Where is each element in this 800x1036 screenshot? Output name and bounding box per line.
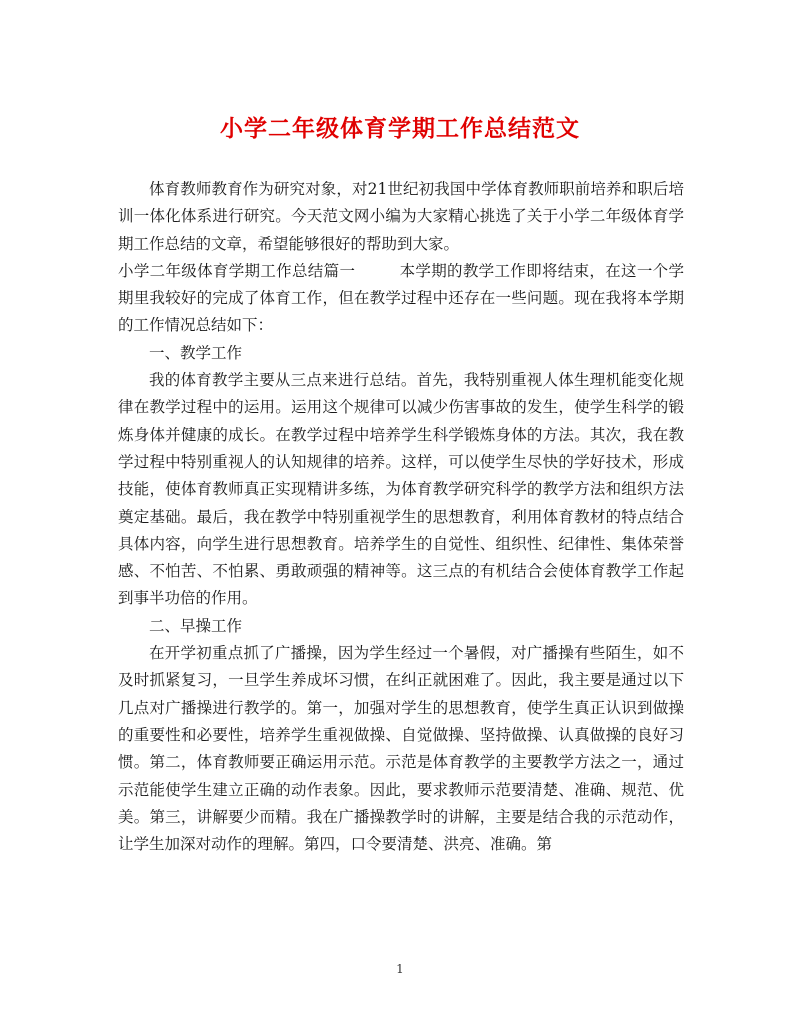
section-heading-morning-exercise: 二、早操工作	[149, 616, 243, 635]
article-opening-text: 本学期的教学工作即将结束，在这一个学期里我较好的完成了体育工作，但在教学过程中还存在一些问题。现在我将本学期的工作情况总结如下：	[118, 261, 684, 335]
document-title: 小学二年级体育学期工作总结范文	[220, 115, 580, 142]
article-opening-paragraph	[118, 258, 684, 340]
section-body-morning-exercise: 在开学初重点抓了广播操，因为学生经过一个暑假，对广播操有些陌生，如不及时抓紧复习，一旦学生养成坏习惯，在纠正就困难了。因此，我主要是通过以下几点对广播操进行教学的。第一，加强对学生的思想教育，使学生真正认识到做操的重要性和必要性，培养学生重视做操、自觉做操、坚持做操、认真做操的良好习惯。第二，体育教师要正确运用示范。示范是体育教学的主要教学方法之一，通过示范能使学生建立正确的动作表象。因此，要求教师示范要清楚、准确、规范、优美。第三，讲解要少而精。我在广播操教学时的讲解，主要是结合我的示范动作，让学生加深对动作的理解。第四，口令要清楚、洪亮、准确。第	[118, 644, 684, 854]
intro-paragraph: 体育教师教育作为研究对象，对21世纪初我国中学体育教师职前培养和职后培训一体化体系进行研究。今天范文网小编为大家精心挑选了关于小学二年级体育学期工作总结的文章，希望能够很好的帮助到大家。	[118, 180, 684, 253]
document-body	[118, 176, 684, 858]
article-label: 小学二年级体育学期工作总结篇一	[118, 261, 356, 280]
section-body-teaching: 我的体育教学主要从三点来进行总结。首先，我特别重视人体生理机能变化规律在教学过程中的运用。运用这个规律可以减少伤害事故的发生，使学生科学的锻炼身体并健康的成长。在教学过程中培养学生科学锻炼身体的方法。其次，我在教学过程中特别重视人的认知规律的培养。这样，可以使学生尽快的学好技术，形成技能，使体育教师真正实现精讲多练，为体育教学研究科学的教学方法和组织方法奠定基础。最后，我在教学中特别重视学生的思想教育，利用体育教材的特点结合具体内容，向学生进行思想教育。培养学生的自觉性、组织性、纪律性、集体荣誉感、不怕苦、不怕累、勇敢顽强的精神等。这三点的有机结合会使体育教学工作起到事半功倍的作用。	[118, 371, 684, 608]
page-number: 1	[396, 962, 404, 976]
section-heading-teaching: 一、教学工作	[149, 343, 243, 362]
